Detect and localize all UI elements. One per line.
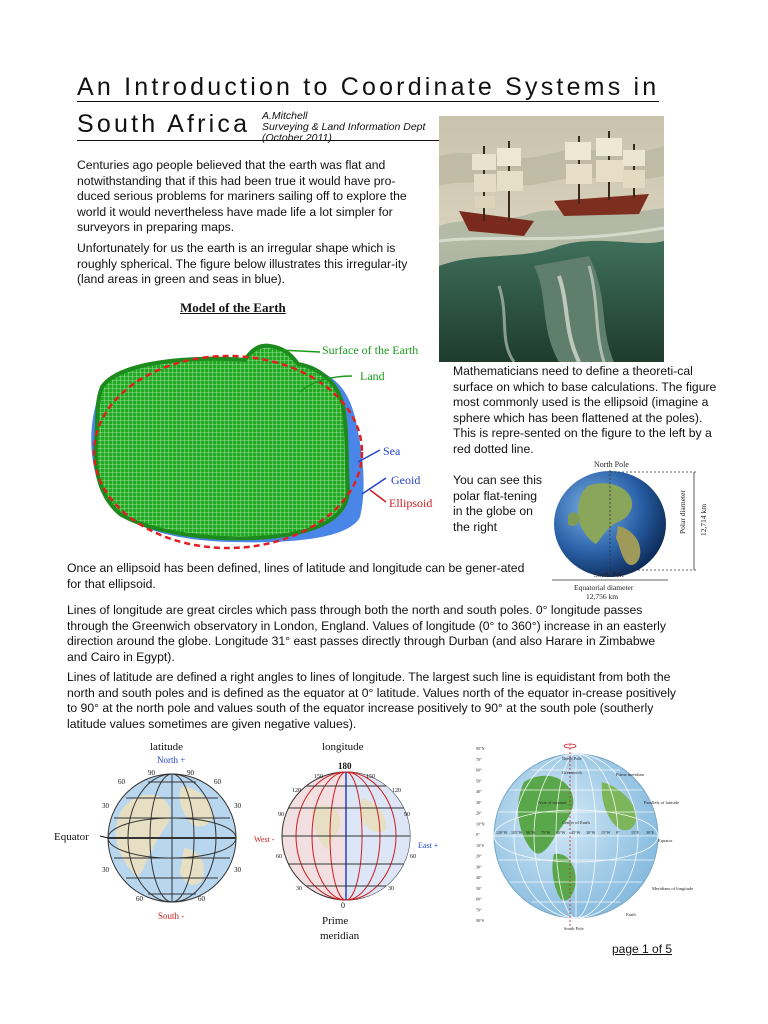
graticule-lat-tick: 30°: [476, 799, 482, 805]
longitude-paragraph: Lines of longitude are great circles which pass through both the north and south poles. 0° longitude passes through the Greenwich observatory in London, England. Values of longitude (0° to 360°) increase in an easterly direction around the globe. Longitude 31° east passes directly through Durban (and also Harare in Zimbabwe and Cairo in Egypt).: [67, 603, 666, 664]
graticule-lon-tick: 0°: [616, 830, 620, 835]
lon-tick: 90: [278, 812, 284, 818]
geoid-label: Geoid: [391, 473, 421, 487]
graticule-lon-tick: 105°W: [511, 830, 523, 835]
lat-tick: 30: [234, 802, 241, 810]
intro-paragraph: Centuries ago people believed that the earth was flat and notwithstanding that if this had been true it would have pro-duced serious problems for mariners sailing off to explore the world it would nevertheless have made life a lot simpler for surveyors in preparing maps.: [77, 158, 407, 234]
longitude-caption: longitude: [322, 741, 364, 753]
lat-tick: 60: [198, 895, 205, 903]
ellipsoid-paragraph: Mathematicians need to define a theoreti-cal surface on which to base calculations. The figure most commonly used is the ellipsoid (imagine a sphere which has been flattened at the poles). This is repre-sented on the figure to the left by a red dotted line.: [453, 364, 717, 456]
polar-flattening-paragraph: You can see this polar flat-tening in the globe on the right: [453, 473, 542, 534]
south-pole-label: South Pole: [594, 571, 625, 579]
lat-tick: 30: [234, 866, 241, 874]
earth-model-heading: Model of the Earth: [180, 300, 286, 315]
north-pole-callout: North Pole: [562, 756, 582, 761]
center-earth-callout: Center of Earth: [562, 820, 590, 825]
lon-tick: 60: [276, 854, 282, 860]
graticule-globe-diagram: [466, 738, 694, 934]
graticule-lat-tick: 40°: [476, 789, 482, 794]
graticule-lat-tick: 70°: [476, 907, 482, 913]
irregular-shape-paragraph: Unfortunately for us the earth is an irregular shape which is roughly spherical. The figure below illustrates this irregular-ity (land areas in green and seas in blue).: [77, 241, 408, 286]
earth-callout: Earth: [626, 912, 636, 917]
graticule-lat-tick: 0°: [476, 832, 480, 837]
graticule-lon-tick: 120°W: [496, 830, 508, 835]
author-block: [262, 111, 425, 144]
graticule-lat-tick: 20°: [476, 853, 482, 859]
lat-tick: 60: [136, 895, 143, 903]
earth-model-diagram: [80, 332, 450, 554]
land-label: Land: [360, 369, 385, 383]
ships-falling-off-edge-illustration: [439, 116, 664, 362]
graticule-lat-tick: 50°: [476, 778, 482, 784]
graticule-lon-tick: 15°W: [601, 830, 611, 835]
lon-tick: 150: [366, 774, 375, 780]
polar-diameter-label: Polar diameter: [678, 490, 687, 534]
axis-rotation-callout: Axis of rotation: [538, 800, 567, 805]
lat-tick: 30: [102, 866, 109, 874]
lon-tick: 120: [292, 788, 301, 794]
graticule-lat-tick: 10°S: [476, 842, 484, 848]
graticule-lon-tick: 45°W: [571, 830, 581, 835]
equatorial-diameter-label: Equatorial diameter: [574, 583, 634, 592]
graticule-lon-tick: 30°E: [646, 830, 655, 835]
graticule-lat-tick: 30°: [476, 864, 482, 870]
surface-label: Surface of the Earth: [322, 343, 419, 357]
polar-diameter-value: 12,714 km: [699, 503, 708, 536]
parallels-callout: Parallels of latitude: [644, 800, 679, 805]
equatorial-diameter-value: 12,756 km: [586, 592, 619, 601]
latitude-globe-diagram: [52, 738, 252, 922]
lat-tick: 30: [102, 802, 109, 810]
graticule-lat-tick: 50°: [476, 885, 482, 891]
west-minus-label: West -: [254, 835, 275, 844]
graticule-lon-tick: 30°W: [586, 830, 596, 835]
title-underline-1: [77, 101, 659, 102]
latitude-caption: latitude: [150, 741, 183, 753]
lat-tick-90-left: 90: [148, 769, 155, 777]
land-shape: [96, 346, 348, 539]
lon-tick: 150: [314, 774, 323, 780]
south-minus-label: South -: [158, 911, 185, 921]
graticule-lat-tick: 90°N: [476, 746, 485, 751]
lon-tick: 60: [410, 854, 416, 860]
equator-callout: Equator: [658, 838, 673, 843]
latitude-paragraph: Lines of latitude are defined a right angles to lines of longitude. The largest such line is equidistant from both the north and south poles and is defined as the equator at 0° latitude. Values north of the equator in-crease positively to 90° at the north pole and values south of the equator increase positively to 90° at the south pole (southerly latitude values sometimes are given negative values).: [67, 670, 676, 731]
graticule-lon-tick: 90°W: [526, 830, 536, 835]
polar-flattening-globe: [548, 456, 708, 604]
sea-label: Sea: [383, 444, 401, 458]
meridians-callout: Meridians of longitude: [652, 886, 694, 891]
longitude-bottom-value: 0: [341, 901, 345, 910]
lon-tick: 90: [404, 812, 410, 818]
graticule-lon-tick: 75°W: [541, 830, 551, 835]
lon-tick: 30: [388, 886, 394, 892]
graticule-lat-tick: 10°N: [476, 821, 485, 827]
graticule-lat-tick: 70°: [476, 756, 482, 762]
author-date: (October 2011): [262, 132, 332, 144]
prime-meridian-label-line1: Prime: [322, 915, 349, 927]
document-title-line1: An Introduction to Coordinate Systems in: [77, 73, 660, 101]
north-plus-label: North +: [157, 755, 186, 765]
prime-meridian-label-line2: meridian: [320, 930, 360, 942]
greenwich-callout: Greenwich: [562, 770, 582, 775]
lon-tick: 120: [392, 788, 401, 794]
page-number: page 1 of 5: [612, 942, 673, 956]
south-pole-callout: South Pole: [564, 926, 584, 931]
lon-tick: 30: [296, 886, 302, 892]
ellipsoid-label: Ellipsoid: [389, 496, 433, 510]
graticule-lon-tick: 60°W: [556, 830, 566, 835]
graticule-lat-tick: 20°: [476, 810, 482, 816]
east-plus-label: East +: [418, 841, 439, 850]
graticule-lat-tick: 90°S: [476, 918, 484, 923]
author-name: A.Mitchell: [262, 110, 308, 122]
ellipsoid-lines-paragraph: Once an ellipsoid has been defined, lines of latitude and longitude can be gener-ated for that ellipsoid.: [67, 561, 525, 591]
lat-tick: 60: [214, 778, 221, 786]
prime-meridian-callout: Prime meridian: [616, 772, 644, 777]
longitude-top-value: 180: [338, 761, 352, 771]
graticule-lon-tick: 15°E: [631, 830, 640, 835]
graticule-lat-tick: 60°: [476, 896, 482, 902]
equator-label: Equator: [54, 831, 89, 843]
lat-tick: 60: [118, 778, 125, 786]
author-department: Surveying & Land Information Dept: [262, 121, 426, 133]
lat-tick-90-right: 90: [187, 769, 194, 777]
north-pole-label: North Pole: [594, 460, 629, 469]
graticule-lat-tick: 60°: [476, 767, 482, 773]
document-title-line2: South Africa: [77, 110, 251, 138]
longitude-globe-diagram: [252, 738, 452, 944]
graticule-lat-tick: 40°: [476, 875, 482, 880]
